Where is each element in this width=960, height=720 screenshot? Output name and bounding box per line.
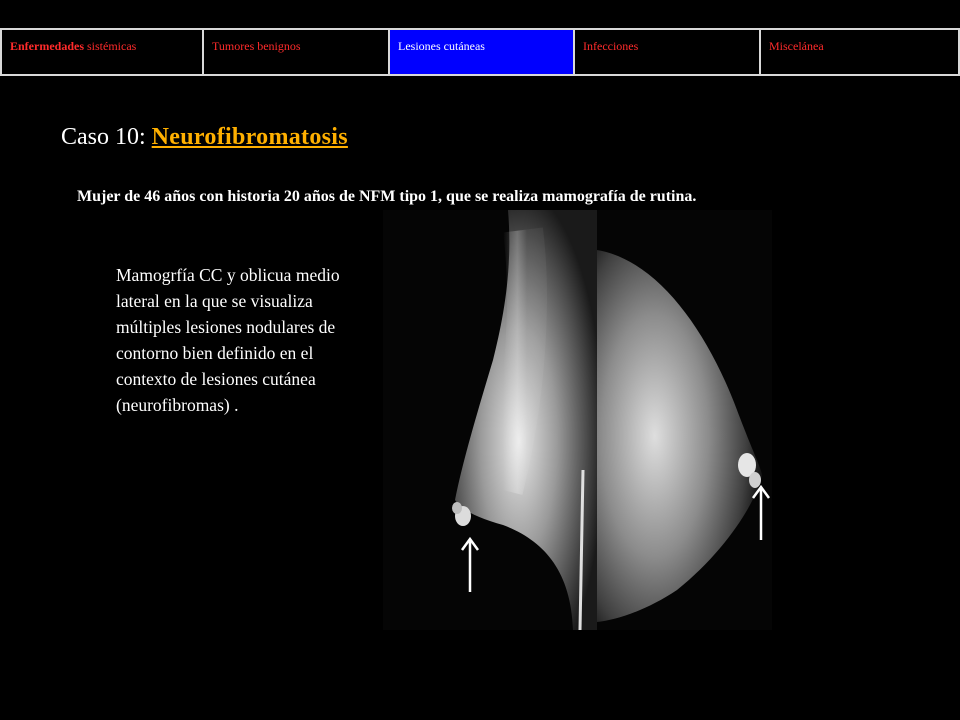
tab-lesiones-cutaneas[interactable] xyxy=(388,28,573,76)
case-description: Mamogrfía CC y oblicua medio lateral en la que se visualiza múltiples lesiones nodulares de contorno bien definido en el contexto de lesiones cutánea (neurofibromas) . xyxy=(116,265,340,415)
tab-miscelanea[interactable] xyxy=(759,28,960,76)
mammogram-cc-image xyxy=(597,210,772,630)
arrow-up-icon xyxy=(455,536,485,596)
arrow-up-icon xyxy=(746,484,776,544)
tab-label: Lesiones cutáneas xyxy=(398,39,485,53)
case-title-link[interactable]: Neurofibromatosis xyxy=(151,124,348,150)
tab-infecciones[interactable] xyxy=(573,28,759,76)
mammogram-mlo-image xyxy=(383,210,597,630)
tab-enfermedades-sistemicas[interactable] xyxy=(0,28,202,76)
tab-label: Tumores benignos xyxy=(212,39,301,53)
mammogram-cc-drawing xyxy=(597,210,772,630)
case-prefix: Caso 10: xyxy=(61,124,146,150)
case-intro: Mujer de 46 años con historia 20 años de NFM tipo 1, que se realiza mamografía de rutina. xyxy=(77,188,697,205)
top-nav xyxy=(0,28,960,76)
mammogram-mlo-drawing xyxy=(383,210,597,630)
tab-label: Infecciones xyxy=(583,39,639,53)
tab-label-bold: Enfermedades xyxy=(10,39,84,53)
page-title xyxy=(61,124,348,151)
tab-label: sistémicas xyxy=(84,39,137,53)
tab-label: Miscelánea xyxy=(769,39,824,53)
tab-tumores-benignos[interactable] xyxy=(202,28,388,76)
